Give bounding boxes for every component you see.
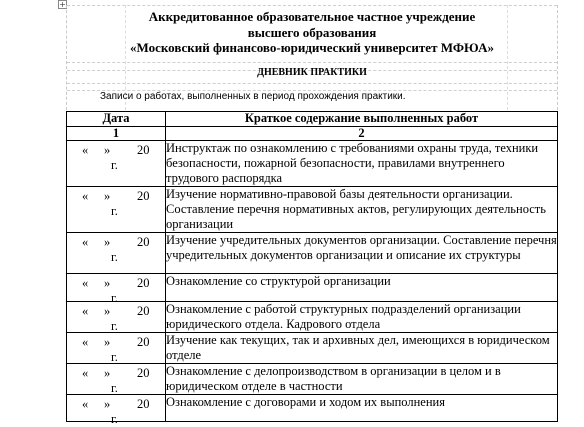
date-cell[interactable]: « » 20 г. [67, 233, 166, 274]
summary-cell[interactable]: Ознакомление со структурой организации [166, 274, 558, 302]
date-cell[interactable]: « » 20 г. [67, 274, 166, 302]
header-summary: Краткое содержание выполненных работ [166, 112, 558, 127]
practice-log-table [66, 111, 558, 426]
grid-line [67, 62, 557, 63]
summary-cell[interactable]: Ознакомление с работой структурных подразделений организации юридического отдела. Кадрового отдела [166, 302, 558, 333]
grid-line [67, 83, 557, 84]
table-row [67, 302, 558, 333]
table-number-row [67, 127, 558, 141]
date-cell[interactable]: « » 20 г. [67, 364, 166, 395]
date-cell[interactable]: « » 20 г. [67, 187, 166, 233]
header-number-1: 1 [67, 127, 166, 141]
summary-cell[interactable]: Инструктаж по ознакомлению с требованиями охраны труда, техники безопасности, пожарной безопасности, правилами внутреннего трудового распорядка [166, 141, 558, 187]
table-row [67, 274, 558, 302]
intro-text: Записи о работах, выполненных в период прохождения практики. [100, 91, 406, 102]
summary-cell[interactable]: Изучение нормативно-правовой базы деятельности организации. Составление перечня нормативных актов, регулирующих деятельность организации [166, 187, 558, 233]
summary-cell[interactable]: Ознакомление с делопроизводством в организации в целом и в юридическом отделе в частности [166, 364, 558, 395]
document-header [66, 5, 558, 110]
table-row [67, 141, 558, 187]
table-row [67, 233, 558, 274]
date-cell[interactable]: « » 20 г. [67, 302, 166, 333]
org-line-2: высшего образования [247, 24, 377, 40]
date-cell[interactable]: « » 20 г. [67, 395, 166, 422]
date-cell[interactable]: « » 20 г. [67, 141, 166, 187]
org-line-1: Аккредитованное образовательное частное учреждение [148, 9, 476, 24]
summary-cell[interactable]: Изучение как текущих, так и архивных дел, имеющихся в юридическом отделе [166, 333, 558, 364]
header-date: Дата [67, 112, 166, 127]
table-row [67, 395, 558, 422]
header-number-2: 2 [166, 127, 558, 141]
table-row [67, 364, 558, 395]
table-move-handle[interactable]: + [59, 0, 66, 9]
organization-name [67, 9, 557, 56]
document-title: ДНЕВНИК ПРАКТИКИ [257, 67, 367, 78]
summary-cell[interactable]: Изучение учредительных документов организации. Составление перечня учредительных документов организации и описание их структуры [166, 233, 558, 274]
table-row [67, 333, 558, 364]
summary-cell[interactable]: Ознакомление с договорами и ходом их выполнения [166, 395, 558, 422]
date-cell[interactable]: « » 20 г. [67, 333, 166, 364]
org-line-3: «Московский финансово-юридический университет МФЮА» [129, 40, 495, 55]
table-row [67, 187, 558, 233]
table-header-row [67, 112, 558, 127]
grid-line [67, 5, 557, 6]
